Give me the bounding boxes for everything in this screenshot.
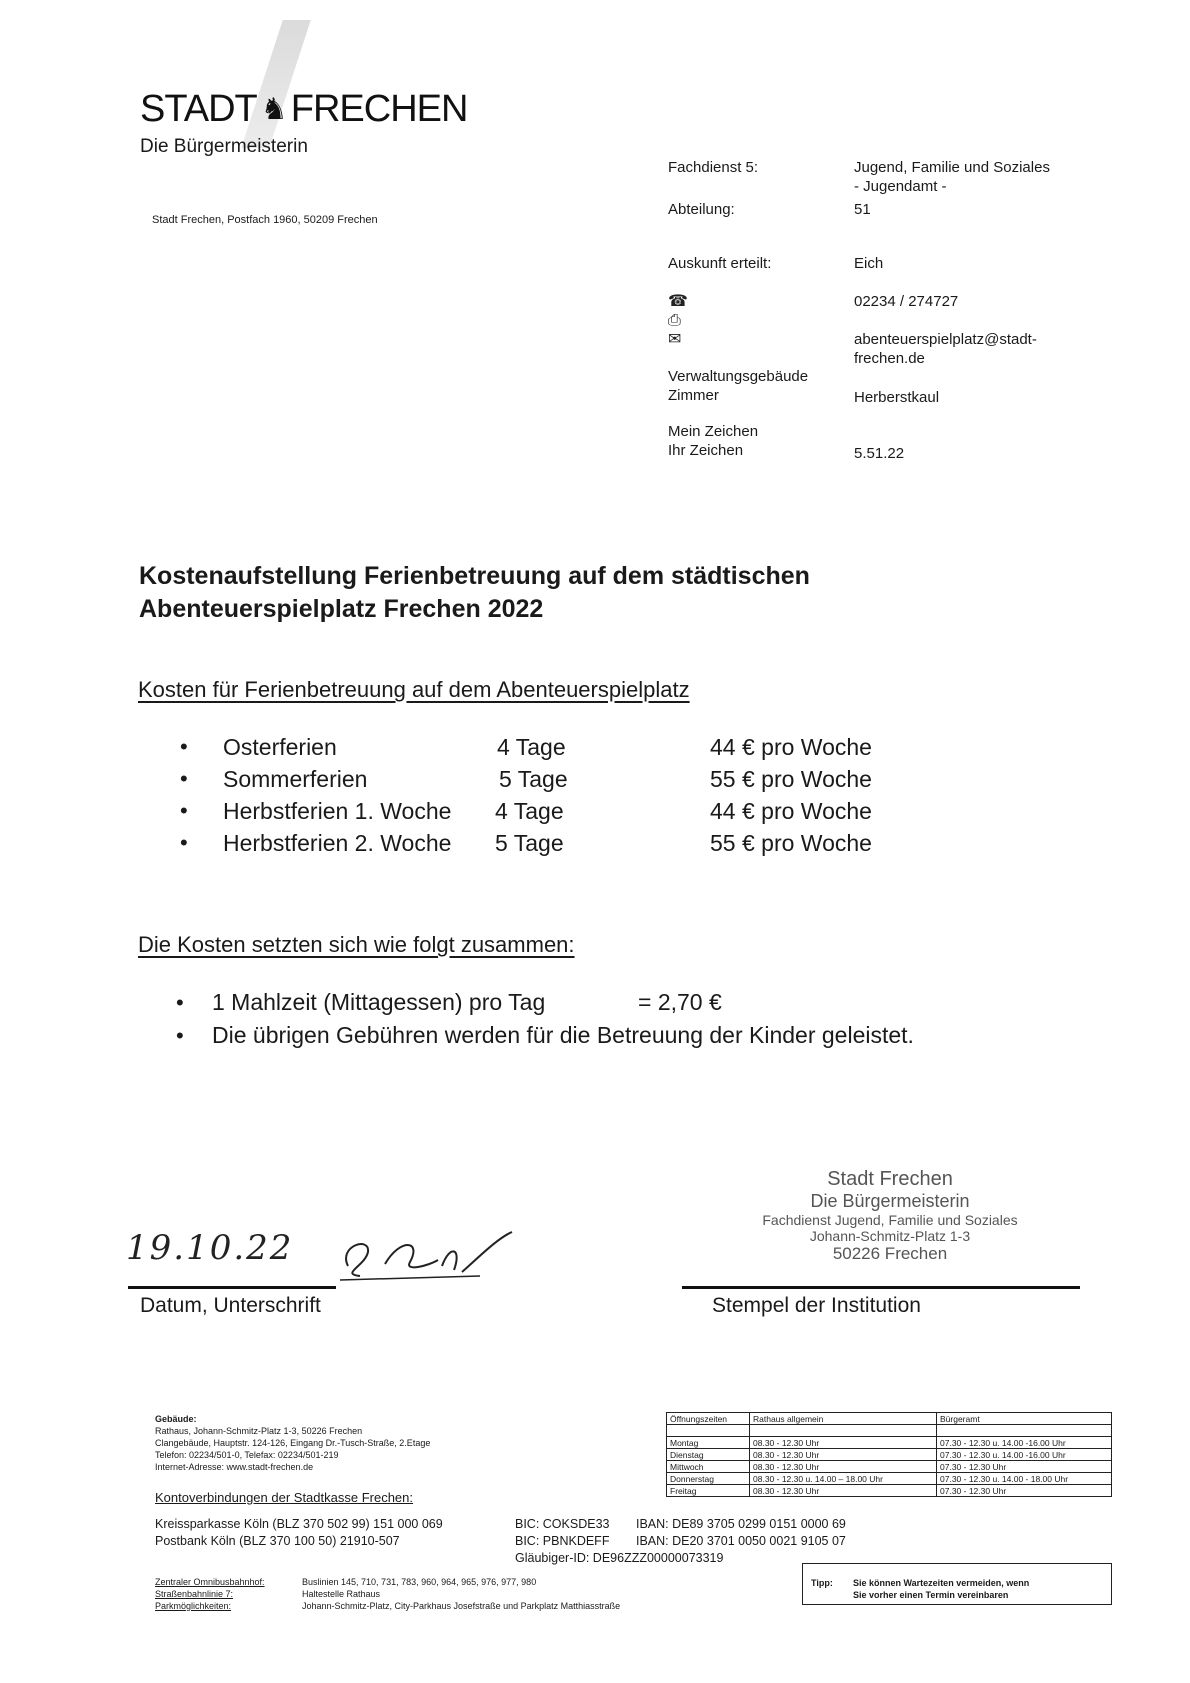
- zeichen-label-1: Mein Zeichen: [668, 423, 759, 440]
- table-cell: 08.30 - 12.30 Uhr: [750, 1461, 937, 1473]
- table-row: [667, 1473, 1112, 1485]
- handwritten-signature: [330, 1226, 520, 1286]
- tip-box: [802, 1563, 1112, 1605]
- table-cell: 07.30 - 12.30 u. 14.00 -16.00 Uhr: [937, 1449, 1112, 1461]
- auskunft-value: Eich: [854, 255, 884, 272]
- glaeubiger-id: Gläubiger-ID: DE96ZZZ00000073319: [515, 1551, 724, 1565]
- document-title: [139, 560, 810, 626]
- transit-labels: [155, 1576, 265, 1612]
- email-value-1: abenteuerspielplatz@stadt-: [854, 331, 1037, 348]
- cost-row-name: Osterferien: [223, 734, 337, 760]
- fachdienst-value-2: - Jugendamt -: [854, 178, 947, 195]
- email-value-2: frechen.de: [854, 350, 925, 367]
- signature-label: Datum, Unterschrift: [140, 1294, 321, 1317]
- gebaeude-heading: Gebäude:: [155, 1414, 197, 1424]
- abteilung-value: 51: [854, 201, 871, 218]
- meal-label: 1 Mahlzeit (Mittagessen) pro Tag: [212, 989, 546, 1015]
- logo-text-right: FRECHEN: [290, 88, 468, 130]
- costs-heading: Kosten für Ferienbetreuung auf dem Abenteuerspielplatz: [138, 677, 690, 702]
- cost-row-price: 55 € pro Woche: [710, 766, 872, 792]
- gebaeude-line: Internet-Adresse: www.stadt-frechen.de: [155, 1462, 314, 1472]
- telephone-icon: ☎: [668, 293, 688, 310]
- stamp-line-2: Die Bürgermeisterin: [810, 1191, 970, 1211]
- cost-row-name: Herbstferien 2. Woche: [223, 830, 452, 856]
- stamp-line-5: 50226 Frechen: [832, 1244, 948, 1263]
- transit-value: Johann-Schmitz-Platz, City-Parkhaus Josefstraße und Parkplatz Matthiasstraße: [302, 1601, 621, 1611]
- bullet-icon: •: [180, 798, 188, 823]
- fachdienst-value-1: Jugend, Familie und Soziales: [854, 159, 1050, 176]
- composition-heading: Die Kosten setzten sich wie folgt zusammen:: [138, 932, 575, 957]
- table-cell: 07.30 - 12.30 Uhr: [937, 1461, 1112, 1473]
- tip-text-1: Sie können Wartezeiten vermeiden, wenn: [853, 1578, 1030, 1588]
- footer-address-block: [155, 1413, 505, 1473]
- institution-stamp: [730, 1168, 1050, 1264]
- table-header: Rathaus allgemein: [750, 1413, 937, 1425]
- city-logo: [140, 88, 467, 131]
- table-header: Öffnungszeiten: [667, 1413, 750, 1425]
- cost-row-days: 4 Tage: [495, 798, 564, 824]
- abteilung-label: Abteilung:: [668, 201, 735, 218]
- title-line-2: Abenteuerspielplatz Frechen 2022: [139, 595, 544, 623]
- table-row: [667, 1485, 1112, 1497]
- meal-value: = 2,70 €: [638, 989, 722, 1015]
- gebaeude-line: Clangebäude, Hauptstr. 124-126, Eingang Dr.-Tusch-Straße, 2.Etage: [155, 1438, 431, 1448]
- gebaeude-value: Herberstkaul: [854, 389, 940, 406]
- office-subtitle: Die Bürgermeisterin: [140, 136, 308, 157]
- transit-value: Haltestelle Rathaus: [302, 1589, 381, 1599]
- title-line-1: Kostenaufstellung Ferienbetreuung auf dem städtischen: [139, 562, 810, 590]
- bank-1-bic: BIC: COKSDE33: [515, 1517, 610, 1531]
- opening-hours-table: [666, 1412, 1112, 1497]
- table-cell: 07.30 - 12.30 u. 14.00 - 18.00 Uhr: [937, 1473, 1112, 1485]
- handwritten-date: 19.10.22: [126, 1228, 294, 1268]
- table-spacer: [750, 1425, 937, 1437]
- auskunft-label: Auskunft erteilt:: [668, 255, 772, 272]
- table-row: [667, 1437, 1112, 1449]
- cost-row-price: 44 € pro Woche: [710, 734, 872, 760]
- tip-text-2: Sie vorher einen Termin vereinbaren: [853, 1590, 1009, 1600]
- table-header: Bürgeramt: [937, 1413, 1112, 1425]
- cost-row-price: 55 € pro Woche: [710, 830, 872, 856]
- tip-label: Tipp:: [811, 1578, 833, 1588]
- phone-value: 02234 / 274727: [854, 293, 959, 310]
- gebaeude-label-1: Verwaltungsgebäude: [668, 368, 809, 385]
- table-cell: 08.30 - 12.30 Uhr: [750, 1437, 937, 1449]
- sender-line: Stadt Frechen, Postfach 1960, 50209 Frechen: [152, 214, 378, 226]
- transit-value: Buslinien 145, 710, 731, 783, 960, 964, 965, 976, 977, 980: [302, 1577, 537, 1587]
- table-cell: 07.30 - 12.30 u. 14.00 -16.00 Uhr: [937, 1437, 1112, 1449]
- bullet-icon: •: [180, 766, 188, 791]
- gebaeude-label-2: Zimmer: [668, 387, 719, 404]
- fax-icon: ⎙: [668, 312, 681, 329]
- bullet-icon: •: [180, 830, 188, 855]
- table-row: [667, 1449, 1112, 1461]
- fachdienst-label: Fachdienst 5:: [668, 159, 759, 176]
- table-cell: Dienstag: [667, 1449, 750, 1461]
- gebaeude-line: Rathaus, Johann-Schmitz-Platz 1-3, 50226 Frechen: [155, 1426, 363, 1436]
- stamp-line-4: Johann-Schmitz-Platz 1-3: [809, 1228, 971, 1244]
- stamp-line-3: Fachdienst Jugend, Familie und Soziales: [762, 1212, 1018, 1228]
- table-cell: 08.30 - 12.30 Uhr: [750, 1449, 937, 1461]
- table-cell: Montag: [667, 1437, 750, 1449]
- zeichen-value: 5.51.22: [854, 445, 905, 462]
- transit-label: Straßenbahnlinie 7:: [155, 1589, 234, 1599]
- bullet-icon: •: [180, 734, 188, 759]
- bullet-icon: •: [176, 1023, 184, 1048]
- konto-heading: Kontoverbindungen der Stadtkasse Frechen:: [155, 1490, 414, 1505]
- cost-row-price: 44 € pro Woche: [710, 798, 872, 824]
- bank-2-bic: BIC: PBNKDEFF: [515, 1534, 610, 1548]
- table-cell: 08.30 - 12.30 Uhr: [750, 1485, 937, 1497]
- table-cell: Donnerstag: [667, 1473, 750, 1485]
- stamp-line-1: Stadt Frechen: [827, 1168, 953, 1190]
- stamp-underline: [682, 1286, 1080, 1289]
- table-cell: Freitag: [667, 1485, 750, 1497]
- table-spacer: [667, 1425, 750, 1437]
- bank-2-name: Postbank Köln (BLZ 370 100 50) 21910-507: [155, 1534, 400, 1548]
- table-cell: 07.30 - 12.30 Uhr: [937, 1485, 1112, 1497]
- bank-2-iban: IBAN: DE20 3701 0050 0021 9105 07: [636, 1534, 846, 1548]
- bank-1-iban: IBAN: DE89 3705 0299 0151 0000 69: [636, 1517, 846, 1531]
- lion-crest-icon: ♞: [260, 93, 287, 126]
- email-icon: ✉: [668, 331, 682, 348]
- cost-row-days: 5 Tage: [495, 830, 564, 856]
- transit-values: [302, 1576, 620, 1612]
- cost-row-name: Herbstferien 1. Woche: [223, 798, 452, 824]
- table-row: [667, 1461, 1112, 1473]
- zeichen-label-2: Ihr Zeichen: [668, 442, 744, 459]
- table-cell: 08.30 - 12.30 u. 14.00 – 18.00 Uhr: [750, 1473, 937, 1485]
- signature-underline: [128, 1286, 336, 1289]
- logo-text-left: STADT: [140, 88, 257, 130]
- table-spacer: [937, 1425, 1112, 1437]
- stamp-label: Stempel der Institution: [712, 1294, 921, 1317]
- bullet-icon: •: [176, 990, 184, 1015]
- transit-label: Zentraler Omnibusbahnhof:: [155, 1577, 265, 1587]
- bank-1-name: Kreissparkasse Köln (BLZ 370 502 99) 151 000 069: [155, 1517, 443, 1531]
- transit-label: Parkmöglichkeiten:: [155, 1601, 232, 1611]
- cost-row-days: 5 Tage: [499, 766, 568, 792]
- composition-rest: Die übrigen Gebühren werden für die Betreuung der Kinder geleistet.: [212, 1022, 914, 1048]
- cost-row-days: 4 Tage: [497, 734, 566, 760]
- table-header-row: [667, 1413, 1112, 1425]
- table-cell: Mittwoch: [667, 1461, 750, 1473]
- cost-row-name: Sommerferien: [223, 766, 368, 792]
- gebaeude-line: Telefon: 02234/501-0, Telefax: 02234/501-219: [155, 1450, 339, 1460]
